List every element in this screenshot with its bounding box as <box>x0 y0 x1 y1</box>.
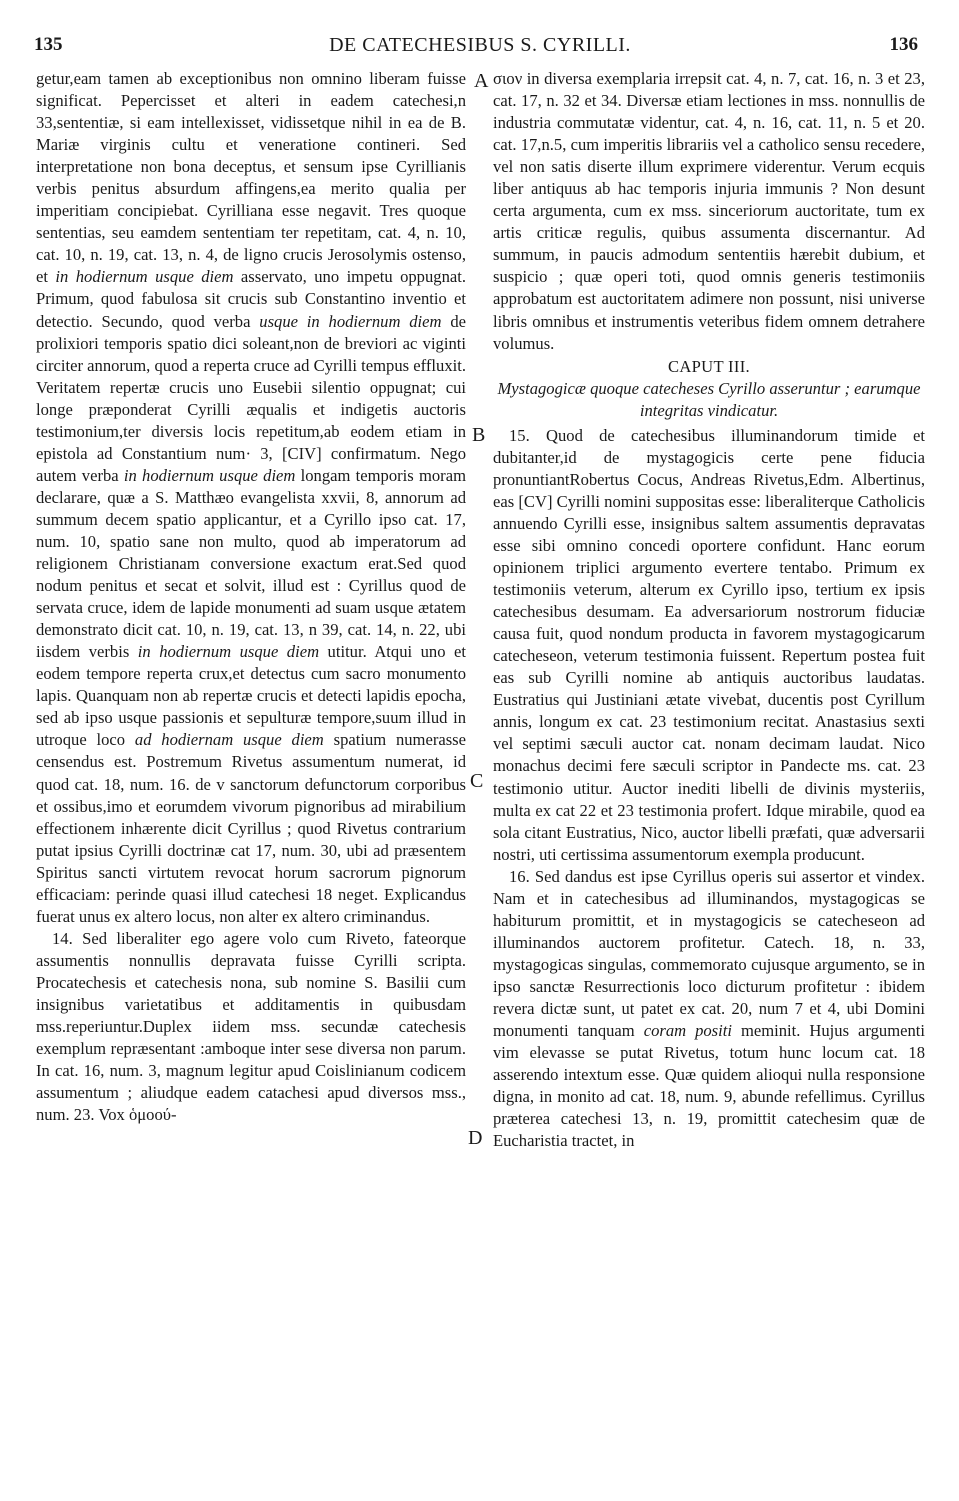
text-run: 16. Sed dandus est ipse Cyrillus operis sui assertor et vindex. Nam et in catechesibus ad illuminandos, mystagogicas se habiturum promittit, et in mystagogicis se catecheseon ad illuminandos auctorem profitetur. Catech. 18, n. 33, mystagogicas singulas, commemorato cujusque argumento, se in ipso sanctæ Resurrectionis loco dicturum profitetur : ibidem revera dictæ sunt, ut patet ex cat. 20, num 7 et 4, ubi Domini monumenti tanquam <box>493 866 925 1041</box>
left-column <box>36 68 466 1488</box>
chapter-heading: CAPUT III. <box>668 356 750 376</box>
italic-phrase: in hodiernum usque diem <box>55 267 234 287</box>
italic-phrase: ad hodiernam usque diem <box>134 730 324 750</box>
page-header <box>20 34 940 58</box>
text-run: spatium numerasse censendus est. Postremum Rivetus assumentum numerat, id quod cat. 18, num. 16. de v sanctorum defunctorum corporibus et ossibus,imo et eorumdem vivorum pignoribus ad mirabilium effectionem inhærente dicit Cyrillus ; quod Rivetus contrarium putat ipsius Cyrilli doctrinæ cat 17, num. 30, ubi ad præsentem Spiritus sancti virtutem revocat horum sacrorum pignorum efficaciam: perinde quasi illud catechesi 18 neget. Explicandus fuerat unus ex altero locus, non alter ex altero criminandus. <box>36 730 466 926</box>
italic-phrase: usque in hodiernum diem <box>259 311 442 331</box>
margin-marker-c: C <box>470 770 484 792</box>
text-run: utitur. Atqui uno et eodem tempore reperta crux,et detectus cum sacro monumento lapis. Quanquam non ab repertæ crucis et detecti lapidis epocha, sed ab ipso usque passionis et sepulturæ tempore,suum illud in utroque loco <box>36 642 466 750</box>
running-title: DE CATECHESIBUS S. CYRILLI. <box>329 34 631 56</box>
chapter-subtitle: Mystagogicæ quoque catecheses Cyrillo asseruntur ; earumque integritas vindicatur. <box>497 378 921 420</box>
left-paragraph-14: 14. Sed liberaliter ego agere volo cum Riveto, fateorque assumentis nonnullis depravata fuisse Cyrilli scripta. Procatechesis et catechesis nona, sub nomine S. Basilii cum insignibus varietatibus et additamentis in quibusdam mss.reperiuntur.Duplex iidem mss. secundæ catechesis exemplum repræsentant :amboque inter sese diversa non parum. In cat. 16, num. 3, magnum legitur apud Coislinianum codicem assumentum ; aliudque eadem catachesi apud diversos mss., num. 23. Vox ὁμοού- <box>36 928 466 1125</box>
right-paragraph-16 <box>493 866 925 1153</box>
italic-phrase: in hodiernum usque diem <box>123 465 296 485</box>
text-run: asservato, uno impetu oppugnat. Primum, quod fabulosa sit crucis sub Constantino inventio et detectio. Secundo, quod verba <box>36 267 466 331</box>
left-paragraph-1 <box>36 68 466 928</box>
page-number-left: 135 <box>34 34 63 55</box>
right-paragraph-1: σιον in diversa exemplaria irrepsit cat. 4, n. 7, cat. 16, n. 3 et 23, cat. 17, n. 32 et 34. Diversæ etiam lectiones in mss. nonnullis de industria commutatæ videntur, cat. 4, n. 16, cat. 11, n. 5 et 20. cat. 17,n.5, cum imperitis librariis vel a catholico sensu recedere, vel non satis diserte illum exprimere viderentur. Verum ecquis liber antiquus ab hac temporis injuria immunis ? Non desunt certa argumenta, cum ex mss. sinceriorum auctoritate, tum ex artis criticæ regulis, quibus assumenta discernantur. Ad summum, in paucis admodum sententiis hærebit dubium, et suspicio ; quæ operi toti, quod omnis generis testimoniis approbatum est auctoritatem adimere non possunt, nisi universe libris omnibus et instrumentis veteribus fidem omnem detrahere volumus. <box>493 69 925 353</box>
text-run: getur,eam tamen ab exceptionibus non omnino liberam fuisse significat. Pepercisset et alteri in eadem catechesi,n 33,sententiæ, si eam intellexisset, vidissetque nihil in ea de B. Mariæ virginis cultu et veneratione contineri. Sed interpretatione non bona deceptus, et sensum ipse Cyrillianis verbis penitus absurdum affingens,ea merito qualia per imperitiam concipiebat. Cyrilliana esse negavit. Tres quoque sententias, seu eamdem sententiam ter repetitam, cat. 4, n. 10, cat. 10, n. 19, cat. 13, n. 4, de ligno crucis Jerosolymis ostenso, et <box>36 69 466 287</box>
page-number-right: 136 <box>889 34 918 55</box>
text-run: meminit. Hujus argumenti vim elevasse se putat Rivetus, totum hunc locum cat. 18 asserendo intextum esse. Quæ quidem alioqui nulla responsione digna, in monito ad cat. 18, num. 9, abunde refellimus. Cyrillus præterea catechesi 13, n. 19, promittit catechesim quæ de Eucharistia tractet, in <box>493 1021 925 1151</box>
text-run: de prolixiori temporis spatio dici soleant,non de breviori ac viginti circiter annorum, quod a reperta cruce ad Cyrilli tempus effluxit. Veritatem repertæ crucis uno Eusebii silentio oppugnat; cui longe præponderat Cyrilli æqualis et indigetis auctoris testimonium,ter diversis locis repetitum,ab eodem etiam in epistola ad Constantium num· 3, [CIV] confirmatum. Nego autem verba <box>36 311 466 485</box>
italic-phrase: in hodiernum usque diem <box>137 642 320 662</box>
right-column <box>493 68 925 1488</box>
margin-marker-a: A <box>474 70 489 92</box>
margin-marker-b: B <box>472 424 486 446</box>
margin-marker-d: D <box>468 1127 483 1149</box>
right-paragraph-15: 15. Quod de catechesibus illuminandorum timide et dubitanter,id de mystagogicis certe pene fiducia pronuntiantRobertus Cocus, Andreas Rivetus,Edm. Albertinus, eas [CV] Cyrilli nomini suppositas esse: liberaliterque Catholicis annuendo Cyrilli esse, insignibus saltem assumentis depravatas esse sibi omnino concedi oportere confidunt. Hanc eorum opinionem triplici argumento evertere tentabo. Primum ex testimoniis veterum, alterum ex Cyrillo ipso, tertium ex ipsis catechesibus desumam. Ea adversariorum nostrorum fiduciæ causa fuit, quod nondum producta in favorem mystagogicarum catecheseon, veterum testimonia fuissent. Repertum postea fuit eas sub Cyrilli nomine ab antiquis auctoribus laudatas. Eustratius qui Justiniani ætate vivebat, ducentis post Cyrillum annis, longum ex cat. 23 testimonium recitat. Anastasius sexti vel septimi sæculi auctor cat. nonam decimam laudat. Nico monachus decimi fere sæculi scriptor in Pandecte ms. cat. 23 testimonio utitur. Auctor inediti libelli de divinis mysteriis, multa ex cat 22 et 23 testimonia profert. Idque mirabile, quod ea sola citant Eustratius, Nico, auctor libelli præfati, quæ adversarii nostri, uti certissima assumentorum exempla producunt. <box>493 425 925 864</box>
italic-phrase: coram positi <box>643 1021 732 1041</box>
text-run: longam temporis moram declarare, quæ a S. Matthæo evangelista xxvii, 8, annorum ad summum decem spatio applicantur, et a Cyrillo ipso cat. 17, num. 10, spatio sane non multo, quod ab imperatorum ad religionem Christianam conversione exactum erat.Sed quod nodum penitus et secat et solvit, illud est : Cyrillus quod de servata cruce, idem de lapide monumenti ad suam usque ætatem demonstrato dicit cat. 10, n. 19, cat. 13, n 39, cat. 14, n. 22, ubi iisdem verbis <box>36 465 466 662</box>
